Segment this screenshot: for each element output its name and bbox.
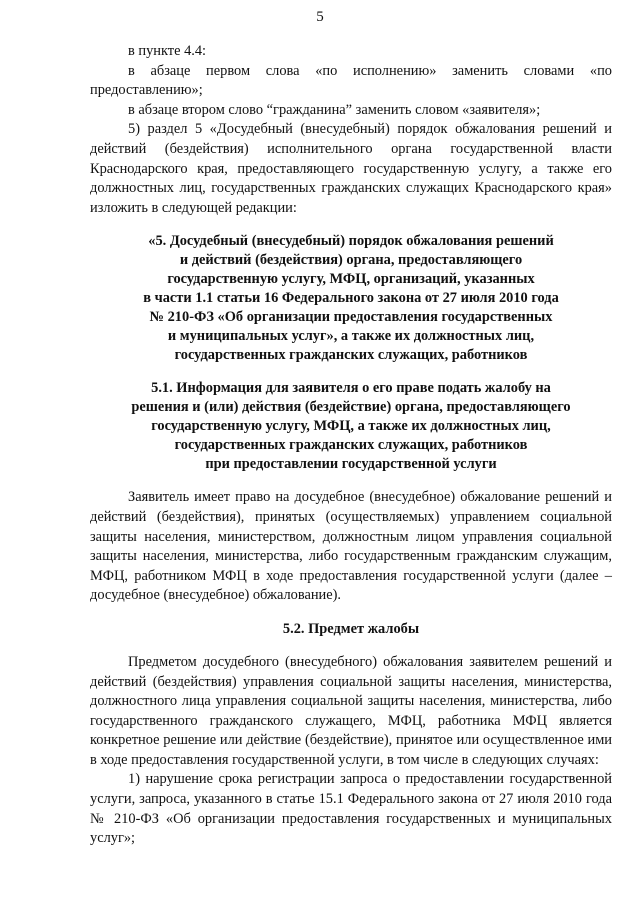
section-5-1-heading-line: 5.1. Информация для заявителя о его праве подать жалобу на xyxy=(151,380,551,397)
intro-item-4-4: в пункте 4.4: xyxy=(128,43,207,59)
section-5-1-heading-line: при предоставлении государственной услуги xyxy=(205,456,497,473)
section-5-heading-line: и муниципальных услуг», а также их должностных лиц, xyxy=(167,328,535,345)
section-5-1-body: Заявитель имеет право на досудебное (внесудебное) обжалование решений и действий (бездействия), принятых (осуществляемых) управлением социальной защиты населения, министерством, должностным лицом управления социальной защиты населения, министерства, либо государственным гражданским служащим, МФЦ, работником МФЦ в ходе предоставления государственной услуги (далее – досудебное (внесудебное) обжалование). xyxy=(90,489,612,604)
section-5-1-heading-line: решения и (или) действия (бездействие) органа, предоставляющего xyxy=(131,399,571,416)
section-5-2-case-1: 1) нарушение срока регистрации запроса о предоставлении государственной услуги, запроса, указанного в статье 15.1 Федерального закона от 27 июля 2010 года № 210-ФЗ «Об организации предоставления государственных и муниципальных услуг»; xyxy=(90,771,612,847)
intro-paragraph-first: в абзаце первом слова «по исполнению» заменить словами «по предоставлению»; xyxy=(90,62,612,99)
section-5-2-heading: 5.2. Предмет жалобы xyxy=(282,620,420,637)
section-5-1-heading-line: государственных гражданских служащих, работников xyxy=(174,437,528,454)
section-5-heading-line: и действий (бездействия) органа, предоставляющего xyxy=(179,252,523,269)
section-5-heading-line: государственную услугу, МФЦ, организаций, указанных xyxy=(167,271,535,288)
section-5-2-body: Предметом досудебного (внесудебного) обжалования заявителем решений и действий (бездействия) управления социальной защиты населения, министерства, должностного лица управления социальной защиты населения, министерства, либо государственного гражданского служащего, МФЦ, работника МФЦ является конкретное решение или действие (бездействие), принятое или осуществленное ими в ходе предоставления государственной услуги, в том числе в следующих случаях: xyxy=(90,653,612,768)
section-5-heading xyxy=(90,232,612,365)
intro-paragraph-second: в абзаце втором слово “гражданина” заменить словом «заявителя»; xyxy=(128,101,541,118)
section-5-1-heading-line: государственную услугу, МФЦ, а также их должностных лиц, xyxy=(151,418,551,435)
section-5-heading-line: «5. Досудебный (внесудебный) порядок обжалования решений xyxy=(148,233,554,250)
section-5-1-heading xyxy=(90,379,612,474)
section-5-heading-line: № 210-ФЗ «Об организации предоставления государственных xyxy=(149,309,553,326)
section-5-heading-line: государственных гражданских служащих, работников xyxy=(174,347,528,364)
section-5-heading-line: в части 1.1 статьи 16 Федерального закона от 27 июля 2010 года xyxy=(143,290,559,307)
page-number: 5 xyxy=(316,9,324,25)
intro-item-5: 5) раздел 5 «Досудебный (внесудебный) порядок обжалования решений и действий (бездействия) исполнительного органа государственной власти Краснодарского края, предоставляющего государственную услугу, а также его должностных лиц, государственных гражданских служащих Краснодарского края» изложить в следующей редакции: xyxy=(90,121,612,216)
document-body xyxy=(90,42,612,849)
